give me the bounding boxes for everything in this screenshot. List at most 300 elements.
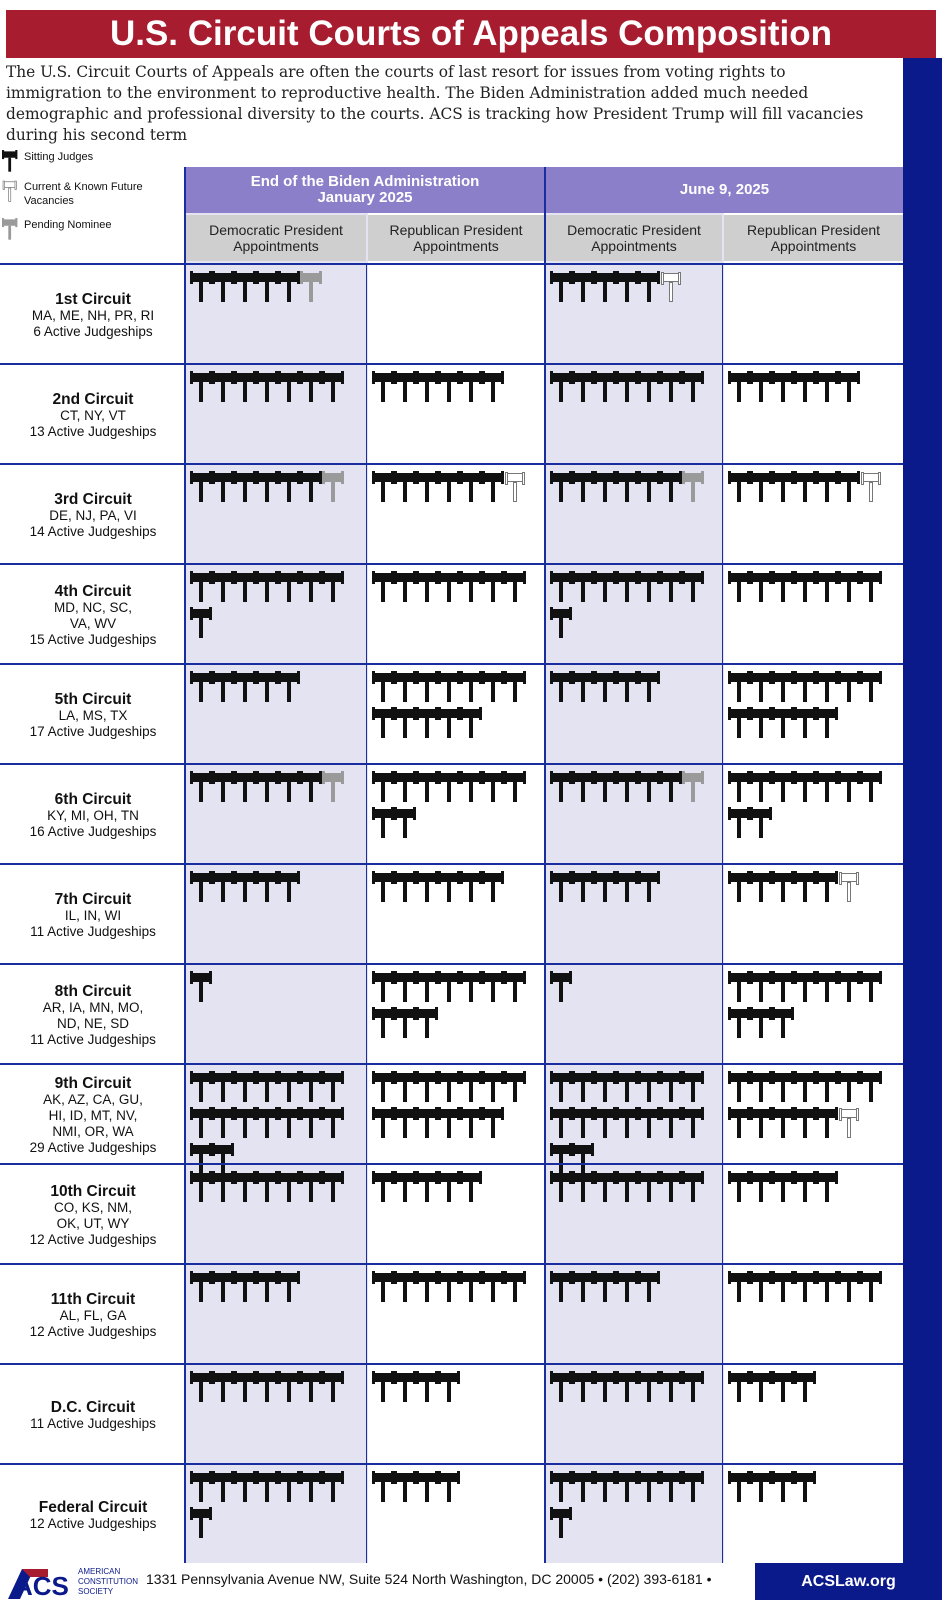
gavel-sitting-icon <box>394 1371 416 1407</box>
gavel-sitting-icon <box>460 1107 482 1143</box>
gavel-cell-jun-dem <box>546 1371 722 1407</box>
circuit-states: AL, FL, GA <box>59 1307 127 1323</box>
circuit-judgeships: 15 Active Judgeships <box>29 631 157 647</box>
gavel-sitting-icon <box>372 1371 394 1407</box>
gavel-sitting-icon <box>256 1271 278 1307</box>
gavel-sitting-icon <box>838 571 860 607</box>
gavel-sitting-icon <box>816 1171 838 1207</box>
gavel-sitting-icon <box>394 671 416 707</box>
gavel-sitting-icon <box>616 571 638 607</box>
gavel-sitting-icon <box>794 671 816 707</box>
gavel-sitting-icon <box>616 371 638 407</box>
gavel-pending-icon <box>322 471 344 507</box>
gavel-sitting-icon <box>660 471 682 507</box>
gavel-sitting-icon <box>750 771 772 807</box>
gavel-sitting-icon <box>772 571 794 607</box>
gavel-sitting-icon <box>750 971 772 1007</box>
footer <box>0 1563 942 1600</box>
gavel-sitting-icon <box>772 1171 794 1207</box>
gavel-sitting-icon <box>372 571 394 607</box>
gavel-sitting-icon <box>794 371 816 407</box>
circuit-judgeships: 29 Active Judgeships <box>29 1139 157 1155</box>
gavel-cell-jun-dem <box>546 1471 722 1543</box>
gavel-sitting-icon <box>416 1371 438 1407</box>
gavel-sitting-icon <box>750 1371 772 1407</box>
gavel-sitting-icon <box>438 871 460 907</box>
gavel-cell-jan-rep <box>368 571 544 607</box>
gavel-sitting-icon <box>394 871 416 907</box>
gavel-sitting-icon <box>394 571 416 607</box>
circuit-label <box>0 865 186 965</box>
gavel-sitting-icon <box>460 871 482 907</box>
gavel-cell-jan-rep <box>368 871 544 907</box>
gavel-sitting-icon <box>460 971 482 1007</box>
gavel-sitting-icon <box>772 1271 794 1307</box>
gavel-sitting-icon <box>416 1007 438 1043</box>
gavel-cell-jun-rep <box>724 1171 903 1207</box>
gavel-sitting-icon <box>300 771 322 807</box>
gavel-sitting-icon <box>278 1171 300 1207</box>
divider-jan-party <box>366 263 367 1563</box>
gavel-sitting-icon <box>682 1471 704 1507</box>
gavel-sitting-icon <box>550 371 572 407</box>
gavel-sitting-icon <box>416 1171 438 1207</box>
gavel-sitting-icon <box>190 771 212 807</box>
gavel-sitting-icon <box>190 1471 212 1507</box>
gavel-sitting-icon <box>550 1171 572 1207</box>
circuit-name: D.C. Circuit <box>50 1398 136 1416</box>
subheader-jun-dem: Democratic President Appointments <box>546 215 722 261</box>
gavel-sitting-icon <box>278 1271 300 1307</box>
gavel-sitting-icon <box>438 971 460 1007</box>
circuit-row <box>0 563 903 665</box>
gavel-sitting-icon <box>394 371 416 407</box>
gavel-sitting-icon <box>482 1271 504 1307</box>
gavel-cell-jun-dem <box>546 971 722 1007</box>
gavel-sitting-icon <box>750 371 772 407</box>
gavel-sitting-icon <box>212 671 234 707</box>
circuit-states: KY, MI, OH, TN <box>47 807 139 823</box>
gavel-sitting-icon <box>794 471 816 507</box>
circuit-judgeships: 12 Active Judgeships <box>29 1323 157 1339</box>
gavel-sitting-icon <box>372 1007 394 1043</box>
gavel-sitting-icon <box>190 271 212 307</box>
gavel-sitting-icon <box>750 1071 772 1107</box>
gavel-sitting-icon <box>438 771 460 807</box>
gavel-sitting-icon <box>550 1507 572 1543</box>
gavel-sitting-icon <box>750 807 772 843</box>
gavel-sitting-icon <box>772 871 794 907</box>
gavel-sitting-icon <box>572 1107 594 1143</box>
gavel-sitting-icon <box>372 971 394 1007</box>
gavel-sitting-icon <box>572 571 594 607</box>
gavel-sitting-icon <box>504 1071 526 1107</box>
gavel-sitting-icon <box>638 571 660 607</box>
gavel-sitting-icon <box>572 1471 594 1507</box>
gavel-sitting-icon <box>322 1107 344 1143</box>
gavel-pending-icon <box>300 271 322 307</box>
gavel-sitting-icon <box>750 707 772 743</box>
gavel-sitting-icon <box>750 1471 772 1507</box>
gavel-sitting-icon <box>728 671 750 707</box>
gavel-sitting-icon <box>772 1471 794 1507</box>
circuit-states: MA, ME, NH, PR, RI <box>31 307 155 323</box>
gavel-sitting-icon <box>838 671 860 707</box>
gavel-sitting-icon <box>550 571 572 607</box>
gavel-sitting-icon <box>550 771 572 807</box>
gavel-sitting-icon <box>794 1271 816 1307</box>
gavel-sitting-icon <box>372 1107 394 1143</box>
gavel-sitting-icon <box>728 1171 750 1207</box>
gavel-cell-jan-rep <box>368 1471 544 1507</box>
subheader-jan-rep: Republican President Appointments <box>368 215 544 261</box>
gavel-sitting-icon <box>2 150 13 168</box>
circuit-name: 2nd Circuit <box>52 390 134 408</box>
acs-logo <box>8 1565 138 1599</box>
gavel-cell-jun-dem <box>546 371 722 407</box>
gavel-sitting-icon <box>816 707 838 743</box>
gavel-sitting-icon <box>816 971 838 1007</box>
divider-jun-party <box>722 263 723 1563</box>
circuit-states: AR, IA, MN, MO, <box>42 999 144 1015</box>
gavel-cell-jun-dem <box>546 671 722 707</box>
gavel-sitting-icon <box>594 671 616 707</box>
gavel-sitting-icon <box>550 1271 572 1307</box>
gavel-sitting-icon <box>234 1171 256 1207</box>
gavel-sitting-icon <box>300 471 322 507</box>
gavel-sitting-icon <box>772 371 794 407</box>
circuit-states: IL, IN, WI <box>64 907 122 923</box>
gavel-sitting-icon <box>616 1471 638 1507</box>
gavel-sitting-icon <box>190 471 212 507</box>
circuit-label <box>0 965 186 1065</box>
gavel-sitting-icon <box>860 1271 882 1307</box>
gavel-sitting-icon <box>772 1071 794 1107</box>
gavel-sitting-icon <box>594 871 616 907</box>
gavel-cell-jan-rep <box>368 1271 544 1307</box>
gavel-sitting-icon <box>616 871 638 907</box>
circuit-label <box>0 765 186 865</box>
circuit-row <box>0 1063 903 1165</box>
gavel-sitting-icon <box>816 671 838 707</box>
gavel-cell-jan-rep <box>368 1371 544 1407</box>
gavel-sitting-icon <box>372 771 394 807</box>
gavel-cell-jan-rep <box>368 771 544 843</box>
gavel-cell-jan-dem <box>186 1171 366 1207</box>
circuit-label <box>0 265 186 365</box>
gavel-sitting-icon <box>394 971 416 1007</box>
gavel-sitting-icon <box>638 1071 660 1107</box>
gavel-sitting-icon <box>638 771 660 807</box>
gavel-sitting-icon <box>860 571 882 607</box>
gavel-sitting-icon <box>322 371 344 407</box>
gavel-sitting-icon <box>482 771 504 807</box>
gavel-sitting-icon <box>416 1271 438 1307</box>
circuit-row <box>0 963 903 1065</box>
gavel-sitting-icon <box>256 1371 278 1407</box>
circuit-states: NMI, OR, WA <box>52 1123 134 1139</box>
circuit-name: Federal Circuit <box>38 1498 148 1516</box>
gavel-sitting-icon <box>638 471 660 507</box>
circuit-name: 1st Circuit <box>55 290 131 308</box>
gavel-sitting-icon <box>572 371 594 407</box>
gavel-cell-jun-rep <box>724 1471 903 1507</box>
gavel-sitting-icon <box>278 871 300 907</box>
footer-url[interactable]: ACSLaw.org <box>755 1563 942 1600</box>
circuit-row <box>0 1263 903 1365</box>
gavel-sitting-icon <box>682 1107 704 1143</box>
gavel-sitting-icon <box>278 1471 300 1507</box>
gavel-sitting-icon <box>616 1171 638 1207</box>
subheader-jan-dem: Democratic President Appointments <box>186 215 366 261</box>
gavel-sitting-icon <box>416 871 438 907</box>
gavel-sitting-icon <box>460 371 482 407</box>
gavel-sitting-icon <box>660 771 682 807</box>
circuit-row <box>0 863 903 965</box>
gavel-sitting-icon <box>728 1471 750 1507</box>
gavel-sitting-icon <box>278 1107 300 1143</box>
gavel-sitting-icon <box>322 1171 344 1207</box>
gavel-sitting-icon <box>256 1071 278 1107</box>
gavel-sitting-icon <box>750 471 772 507</box>
gavel-sitting-icon <box>816 1071 838 1107</box>
gavel-sitting-icon <box>190 571 212 607</box>
gavel-sitting-icon <box>256 871 278 907</box>
circuit-judgeships: 11 Active Judgeships <box>30 1031 156 1047</box>
gavel-cell-jun-rep <box>724 1371 903 1407</box>
gavel-sitting-icon <box>212 1071 234 1107</box>
svg-text:AMERICAN: AMERICAN <box>78 1567 121 1576</box>
circuit-judgeships: 16 Active Judgeships <box>29 823 157 839</box>
gavel-sitting-icon <box>212 871 234 907</box>
gavel-sitting-icon <box>438 571 460 607</box>
gavel-sitting-icon <box>794 1471 816 1507</box>
gavel-sitting-icon <box>190 1507 212 1543</box>
gavel-sitting-icon <box>190 671 212 707</box>
gavel-sitting-icon <box>278 1071 300 1107</box>
gavel-sitting-icon <box>212 271 234 307</box>
gavel-sitting-icon <box>416 671 438 707</box>
gavel-sitting-icon <box>816 1271 838 1307</box>
gavel-sitting-icon <box>550 607 572 643</box>
gavel-sitting-icon <box>372 1471 394 1507</box>
gavel-sitting-icon <box>300 1107 322 1143</box>
gavel-sitting-icon <box>234 571 256 607</box>
gavel-sitting-icon <box>300 1371 322 1407</box>
gavel-sitting-icon <box>794 1171 816 1207</box>
gavel-sitting-icon <box>278 1371 300 1407</box>
gavel-sitting-icon <box>416 1107 438 1143</box>
gavel-sitting-icon <box>860 671 882 707</box>
circuit-judgeships: 14 Active Judgeships <box>29 523 157 539</box>
gavel-cell-jun-rep <box>724 871 903 907</box>
gavel-cell-jan-dem <box>186 571 366 643</box>
gavel-sitting-icon <box>234 1371 256 1407</box>
gavel-vacancy-icon <box>860 471 882 507</box>
gavel-sitting-icon <box>212 471 234 507</box>
intro-text: The U.S. Circuit Courts of Appeals are often the courts of last resort for issues from voting rights to immigration to the environment to reproductive health. The Biden Administration added much needed demographic and professional diversity to the courts. ACS is tracking how President Trump will fill vacancies during his second term <box>6 63 864 144</box>
svg-text:SOCIETY: SOCIETY <box>78 1587 114 1596</box>
gavel-cell-jan-dem <box>186 1471 366 1543</box>
gavel-sitting-icon <box>438 707 460 743</box>
header-jun-2025: June 9, 2025 <box>546 167 903 213</box>
gavel-sitting-icon <box>750 1007 772 1043</box>
gavel-sitting-icon <box>190 1171 212 1207</box>
gavel-cell-jun-dem <box>546 1271 722 1307</box>
gavel-sitting-icon <box>482 1071 504 1107</box>
circuit-name: 7th Circuit <box>54 890 132 908</box>
gavel-sitting-icon <box>212 571 234 607</box>
gavel-cell-jan-dem <box>186 471 366 507</box>
gavel-pending-icon <box>682 471 704 507</box>
gavel-sitting-icon <box>416 1071 438 1107</box>
gavel-sitting-icon <box>460 707 482 743</box>
circuit-name: 3rd Circuit <box>54 490 132 508</box>
circuit-label <box>0 665 186 765</box>
circuit-name: 11th Circuit <box>50 1290 136 1308</box>
gavel-sitting-icon <box>460 1171 482 1207</box>
circuit-states: CT, NY, VT <box>60 407 126 423</box>
gavel-sitting-icon <box>482 371 504 407</box>
gavel-sitting-icon <box>438 1071 460 1107</box>
circuit-name: 8th Circuit <box>54 982 132 1000</box>
gavel-sitting-icon <box>772 1371 794 1407</box>
gavel-sitting-icon <box>816 771 838 807</box>
gavel-sitting-icon <box>838 1071 860 1107</box>
circuit-states: DE, NJ, PA, VI <box>49 507 137 523</box>
legend-sitting <box>2 150 93 168</box>
gavel-sitting-icon <box>594 1471 616 1507</box>
svg-text:CONSTITUTION: CONSTITUTION <box>78 1577 138 1586</box>
gavel-sitting-icon <box>438 471 460 507</box>
gavel-sitting-icon <box>372 1071 394 1107</box>
right-accent-stripe <box>903 58 942 1600</box>
gavel-sitting-icon <box>838 971 860 1007</box>
gavel-sitting-icon <box>394 1171 416 1207</box>
gavel-sitting-icon <box>550 1371 572 1407</box>
circuit-row <box>0 763 903 865</box>
gavel-sitting-icon <box>750 1271 772 1307</box>
page-title: U.S. Circuit Courts of Appeals Composition <box>6 10 936 58</box>
gavel-sitting-icon <box>504 1271 526 1307</box>
gavel-sitting-icon <box>594 271 616 307</box>
circuit-label <box>0 1165 186 1265</box>
gavel-sitting-icon <box>550 1107 572 1143</box>
gavel-sitting-icon <box>190 1071 212 1107</box>
gavel-sitting-icon <box>660 1471 682 1507</box>
gavel-sitting-icon <box>682 1371 704 1407</box>
gavel-sitting-icon <box>550 1071 572 1107</box>
gavel-pending-icon <box>682 771 704 807</box>
gavel-sitting-icon <box>482 871 504 907</box>
circuit-label <box>0 365 186 465</box>
gavel-sitting-icon <box>504 971 526 1007</box>
gavel-sitting-icon <box>190 1371 212 1407</box>
gavel-sitting-icon <box>322 1471 344 1507</box>
circuit-name: 6th Circuit <box>54 790 132 808</box>
gavel-sitting-icon <box>394 471 416 507</box>
gavel-sitting-icon <box>616 1271 638 1307</box>
gavel-cell-jan-dem <box>186 671 366 707</box>
gavel-sitting-icon <box>572 671 594 707</box>
gavel-sitting-icon <box>594 1171 616 1207</box>
circuit-row <box>0 1163 903 1265</box>
circuit-states: OK, UT, WY <box>56 1215 130 1231</box>
gavel-sitting-icon <box>416 571 438 607</box>
gavel-sitting-icon <box>504 571 526 607</box>
gavel-sitting-icon <box>300 571 322 607</box>
gavel-sitting-icon <box>638 1471 660 1507</box>
gavel-sitting-icon <box>594 571 616 607</box>
circuit-label <box>0 1265 186 1365</box>
gavel-cell-jun-rep <box>724 471 903 507</box>
gavel-sitting-icon <box>794 771 816 807</box>
gavel-sitting-icon <box>212 371 234 407</box>
gavel-sitting-icon <box>300 371 322 407</box>
circuit-states: AK, AZ, CA, GU, <box>43 1091 143 1107</box>
gavel-sitting-icon <box>660 1171 682 1207</box>
gavel-sitting-icon <box>816 371 838 407</box>
gavel-sitting-icon <box>772 471 794 507</box>
gavel-sitting-icon <box>438 1271 460 1307</box>
gavel-sitting-icon <box>416 771 438 807</box>
gavel-sitting-icon <box>616 271 638 307</box>
gavel-sitting-icon <box>416 371 438 407</box>
gavel-sitting-icon <box>394 1471 416 1507</box>
gavel-sitting-icon <box>212 1107 234 1143</box>
footer-address: 1331 Pennsylvania Avenue NW, Suite 524 North Washington, DC 20005 • (202) 393-6181 • <box>146 1571 712 1587</box>
gavel-sitting-icon <box>594 1071 616 1107</box>
gavel-sitting-icon <box>728 871 750 907</box>
gavel-sitting-icon <box>772 707 794 743</box>
gavel-sitting-icon <box>594 1107 616 1143</box>
gavel-sitting-icon <box>372 707 394 743</box>
gavel-sitting-icon <box>594 371 616 407</box>
gavel-sitting-icon <box>638 871 660 907</box>
gavel-sitting-icon <box>772 771 794 807</box>
gavel-sitting-icon <box>212 771 234 807</box>
circuit-row <box>0 1463 903 1565</box>
gavel-sitting-icon <box>616 771 638 807</box>
gavel-sitting-icon <box>300 1471 322 1507</box>
gavel-sitting-icon <box>816 471 838 507</box>
gavel-sitting-icon <box>372 671 394 707</box>
gavel-sitting-icon <box>460 471 482 507</box>
gavel-sitting-icon <box>572 871 594 907</box>
gavel-sitting-icon <box>394 807 416 843</box>
gavel-sitting-icon <box>234 1471 256 1507</box>
gavel-sitting-icon <box>394 707 416 743</box>
gavel-sitting-icon <box>256 471 278 507</box>
gavel-sitting-icon <box>278 671 300 707</box>
gavel-sitting-icon <box>794 1371 816 1407</box>
gavel-sitting-icon <box>572 771 594 807</box>
circuit-states: MD, NC, SC, <box>53 599 132 615</box>
gavel-sitting-icon <box>256 1471 278 1507</box>
circuit-states: CO, KS, NM, <box>53 1199 132 1215</box>
gavel-cell-jun-dem <box>546 271 722 307</box>
gavel-sitting-icon <box>750 871 772 907</box>
gavel-sitting-icon <box>728 771 750 807</box>
gavel-sitting-icon <box>482 471 504 507</box>
gavel-sitting-icon <box>616 1371 638 1407</box>
gavel-cell-jun-rep <box>724 371 903 407</box>
gavel-cell-jan-dem <box>186 871 366 907</box>
gavel-sitting-icon <box>750 1107 772 1143</box>
gavel-sitting-icon <box>838 771 860 807</box>
gavel-sitting-icon <box>794 1107 816 1143</box>
gavel-sitting-icon <box>594 471 616 507</box>
